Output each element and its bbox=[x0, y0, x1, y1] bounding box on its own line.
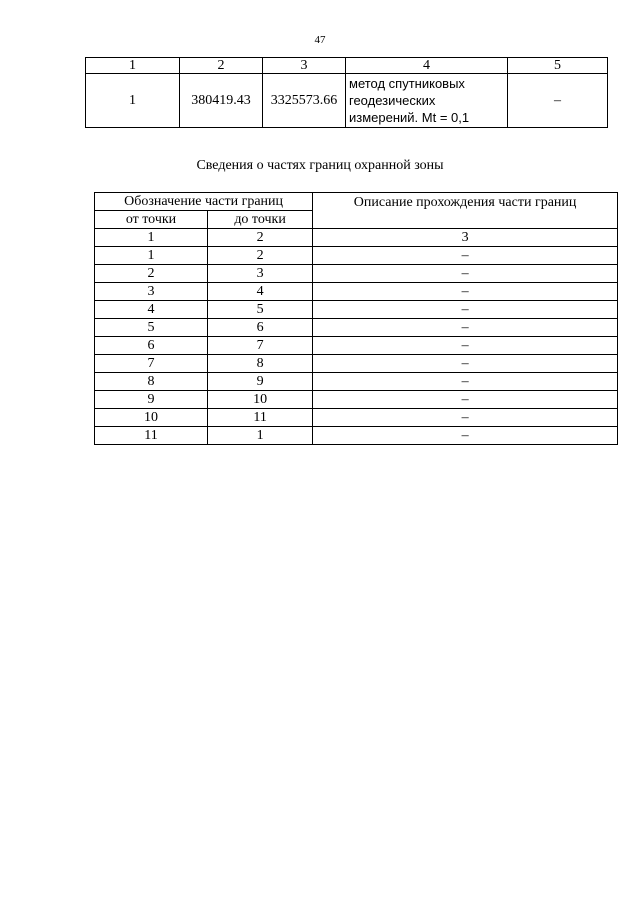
table-row bbox=[95, 319, 618, 337]
description-cell: – bbox=[313, 355, 618, 373]
description-cell: – bbox=[313, 391, 618, 409]
description-cell: – bbox=[313, 337, 618, 355]
to-point-cell: 3 bbox=[207, 265, 312, 283]
from-point-cell: 7 bbox=[95, 355, 208, 373]
numbering-row bbox=[95, 229, 618, 247]
header-cell: 1 bbox=[86, 58, 180, 74]
table-row bbox=[95, 247, 618, 265]
method-cell: метод спутниковых геодезических измерений. Mt = 0,1 bbox=[346, 74, 508, 128]
to-point-cell: 10 bbox=[207, 391, 312, 409]
coordinates-table bbox=[85, 57, 608, 128]
description-cell: – bbox=[313, 373, 618, 391]
to-point-cell: 2 bbox=[207, 247, 312, 265]
numbering-cell: 1 bbox=[95, 229, 208, 247]
header-to-cell: до точки bbox=[207, 211, 312, 229]
header-group-cell: Обозначение части границ bbox=[95, 193, 313, 211]
from-point-cell: 8 bbox=[95, 373, 208, 391]
from-point-cell: 5 bbox=[95, 319, 208, 337]
from-point-cell: 9 bbox=[95, 391, 208, 409]
description-cell: – bbox=[313, 427, 618, 445]
description-cell: – bbox=[313, 409, 618, 427]
to-point-cell: 9 bbox=[207, 373, 312, 391]
to-point-cell: 6 bbox=[207, 319, 312, 337]
section-title: Сведения о частях границ охранной зоны bbox=[196, 158, 444, 173]
header-from-cell: от точки bbox=[95, 211, 208, 229]
table-row bbox=[95, 265, 618, 283]
from-point-cell: 6 bbox=[95, 337, 208, 355]
table-header-row bbox=[95, 193, 618, 211]
page-number: 47 bbox=[314, 34, 326, 46]
table-row bbox=[95, 337, 618, 355]
to-point-cell: 8 bbox=[207, 355, 312, 373]
header-description-cell: Описание прохождения части границ bbox=[313, 193, 618, 229]
to-point-cell: 1 bbox=[207, 427, 312, 445]
point-number-cell: 1 bbox=[86, 74, 180, 128]
header-cell: 2 bbox=[180, 58, 263, 74]
table-row bbox=[95, 283, 618, 301]
table-header-row bbox=[86, 58, 608, 74]
description-cell: – bbox=[313, 301, 618, 319]
from-point-cell: 4 bbox=[95, 301, 208, 319]
y-coordinate-cell: 3325573.66 bbox=[263, 74, 346, 128]
from-point-cell: 11 bbox=[95, 427, 208, 445]
numbering-cell: 3 bbox=[313, 229, 618, 247]
table-row bbox=[86, 74, 608, 128]
note-cell: – bbox=[508, 74, 608, 128]
header-cell: 5 bbox=[508, 58, 608, 74]
header-cell: 4 bbox=[346, 58, 508, 74]
from-point-cell: 1 bbox=[95, 247, 208, 265]
x-coordinate-cell: 380419.43 bbox=[180, 74, 263, 128]
from-point-cell: 10 bbox=[95, 409, 208, 427]
table-row bbox=[95, 409, 618, 427]
table-row bbox=[95, 301, 618, 319]
description-cell: – bbox=[313, 265, 618, 283]
table-row bbox=[95, 355, 618, 373]
table-row bbox=[95, 373, 618, 391]
header-cell: 3 bbox=[263, 58, 346, 74]
numbering-cell: 2 bbox=[207, 229, 312, 247]
description-cell: – bbox=[313, 247, 618, 265]
from-point-cell: 3 bbox=[95, 283, 208, 301]
boundary-parts-table bbox=[94, 192, 618, 445]
to-point-cell: 7 bbox=[207, 337, 312, 355]
table-row bbox=[95, 391, 618, 409]
description-cell: – bbox=[313, 319, 618, 337]
to-point-cell: 11 bbox=[207, 409, 312, 427]
description-cell: – bbox=[313, 283, 618, 301]
table-row bbox=[95, 427, 618, 445]
from-point-cell: 2 bbox=[95, 265, 208, 283]
to-point-cell: 5 bbox=[207, 301, 312, 319]
to-point-cell: 4 bbox=[207, 283, 312, 301]
